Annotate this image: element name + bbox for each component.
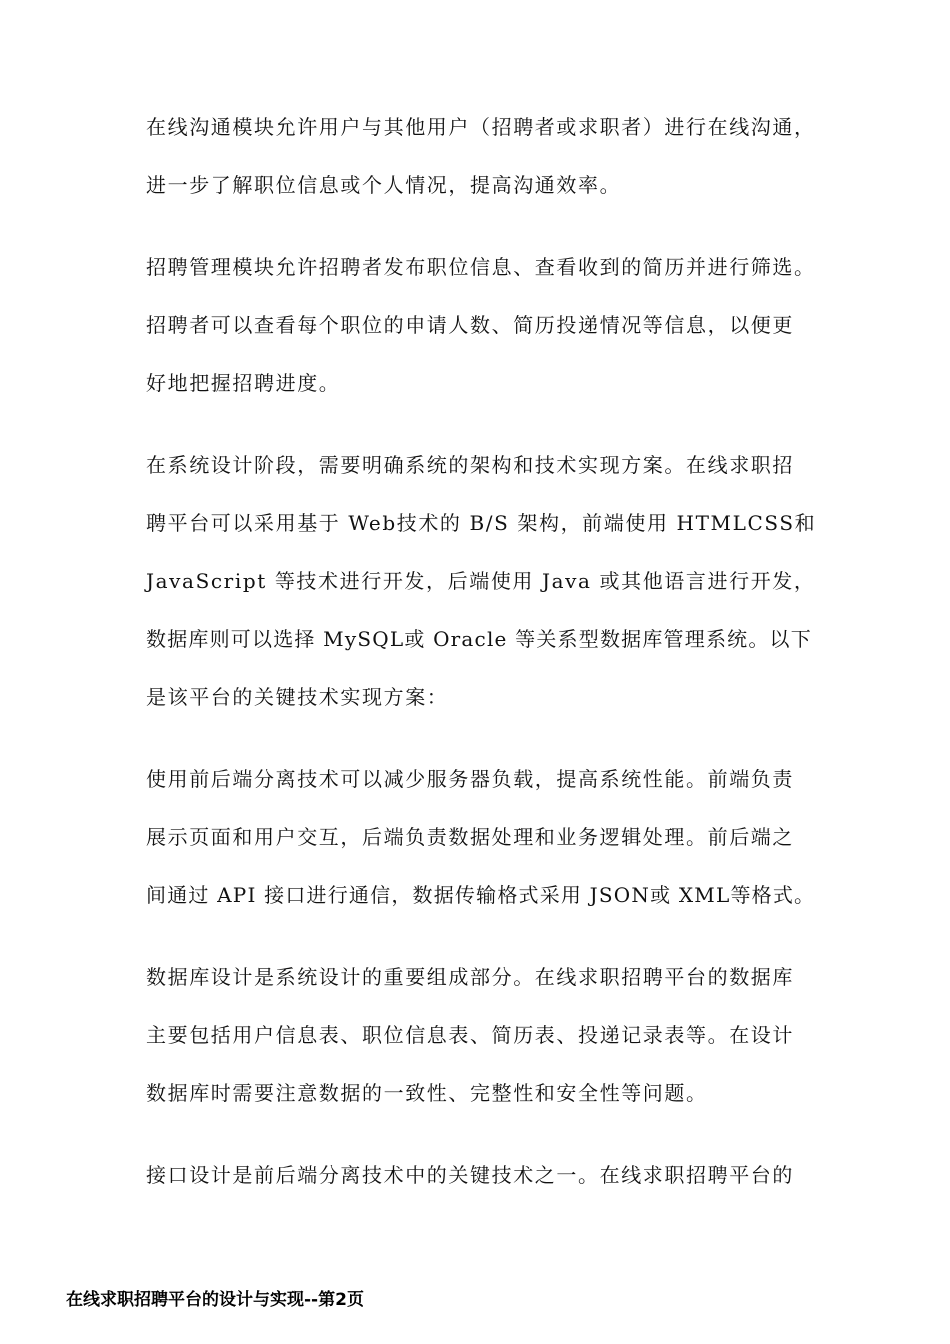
paragraph-4-line-1: 使用前后端分离技术可以减少服务器负载，提高系统性能。前端负责 [146,767,794,791]
paragraph-3-line-1: 在系统设计阶段，需要明确系统的架构和技术实现方案。在线求职招 [146,453,794,477]
paragraph-2-line-1: 招聘管理模块允许招聘者发布职位信息、查看收到的简历并进行筛选。 [146,255,816,279]
paragraph-4-line-2: 展示页面和用户交互，后端负责数据处理和业务逻辑处理。前后端之 [146,825,794,849]
paragraph-6-line-1: 接口设计是前后端分离技术中的关键技术之一。在线求职招聘平台的 [146,1163,794,1187]
paragraph-3-line-4: 数据库则可以选择 MySQL或 Oracle 等关系型数据库管理系统。以下 [146,627,812,651]
paragraph-3-line-2: 聘平台可以采用基于 Web技术的 B/S 架构，前端使用 HTMLCSS和 [146,511,817,535]
paragraph-2-line-3: 好地把握招聘进度。 [146,371,341,395]
paragraph-2-line-2: 招聘者可以查看每个职位的申请人数、简历投递情况等信息，以便更 [146,313,794,337]
paragraph-4-line-3: 间通过 API 接口进行通信，数据传输格式采用 JSON或 XML等格式。 [146,883,816,907]
paragraph-3-line-3: JavaScript 等技术进行开发，后端使用 Java 或其他语言进行开发， [146,569,816,593]
paragraph-5-line-2: 主要包括用户信息表、职位信息表、简历表、投递记录表等。在设计 [146,1023,794,1047]
paragraph-3-line-5: 是该平台的关键技术实现方案： [146,685,449,709]
page-footer: 在线求职招聘平台的设计与实现--第2页 [66,1290,364,1310]
paragraph-1-line-2: 进一步了解职位信息或个人情况，提高沟通效率。 [146,173,622,197]
paragraph-1-line-1: 在线沟通模块允许用户与其他用户（招聘者或求职者）进行在线沟通， [146,115,816,139]
paragraph-5-line-1: 数据库设计是系统设计的重要组成部分。在线求职招聘平台的数据库 [146,965,794,989]
paragraph-5-line-3: 数据库时需要注意数据的一致性、完整性和安全性等问题。 [146,1081,708,1105]
